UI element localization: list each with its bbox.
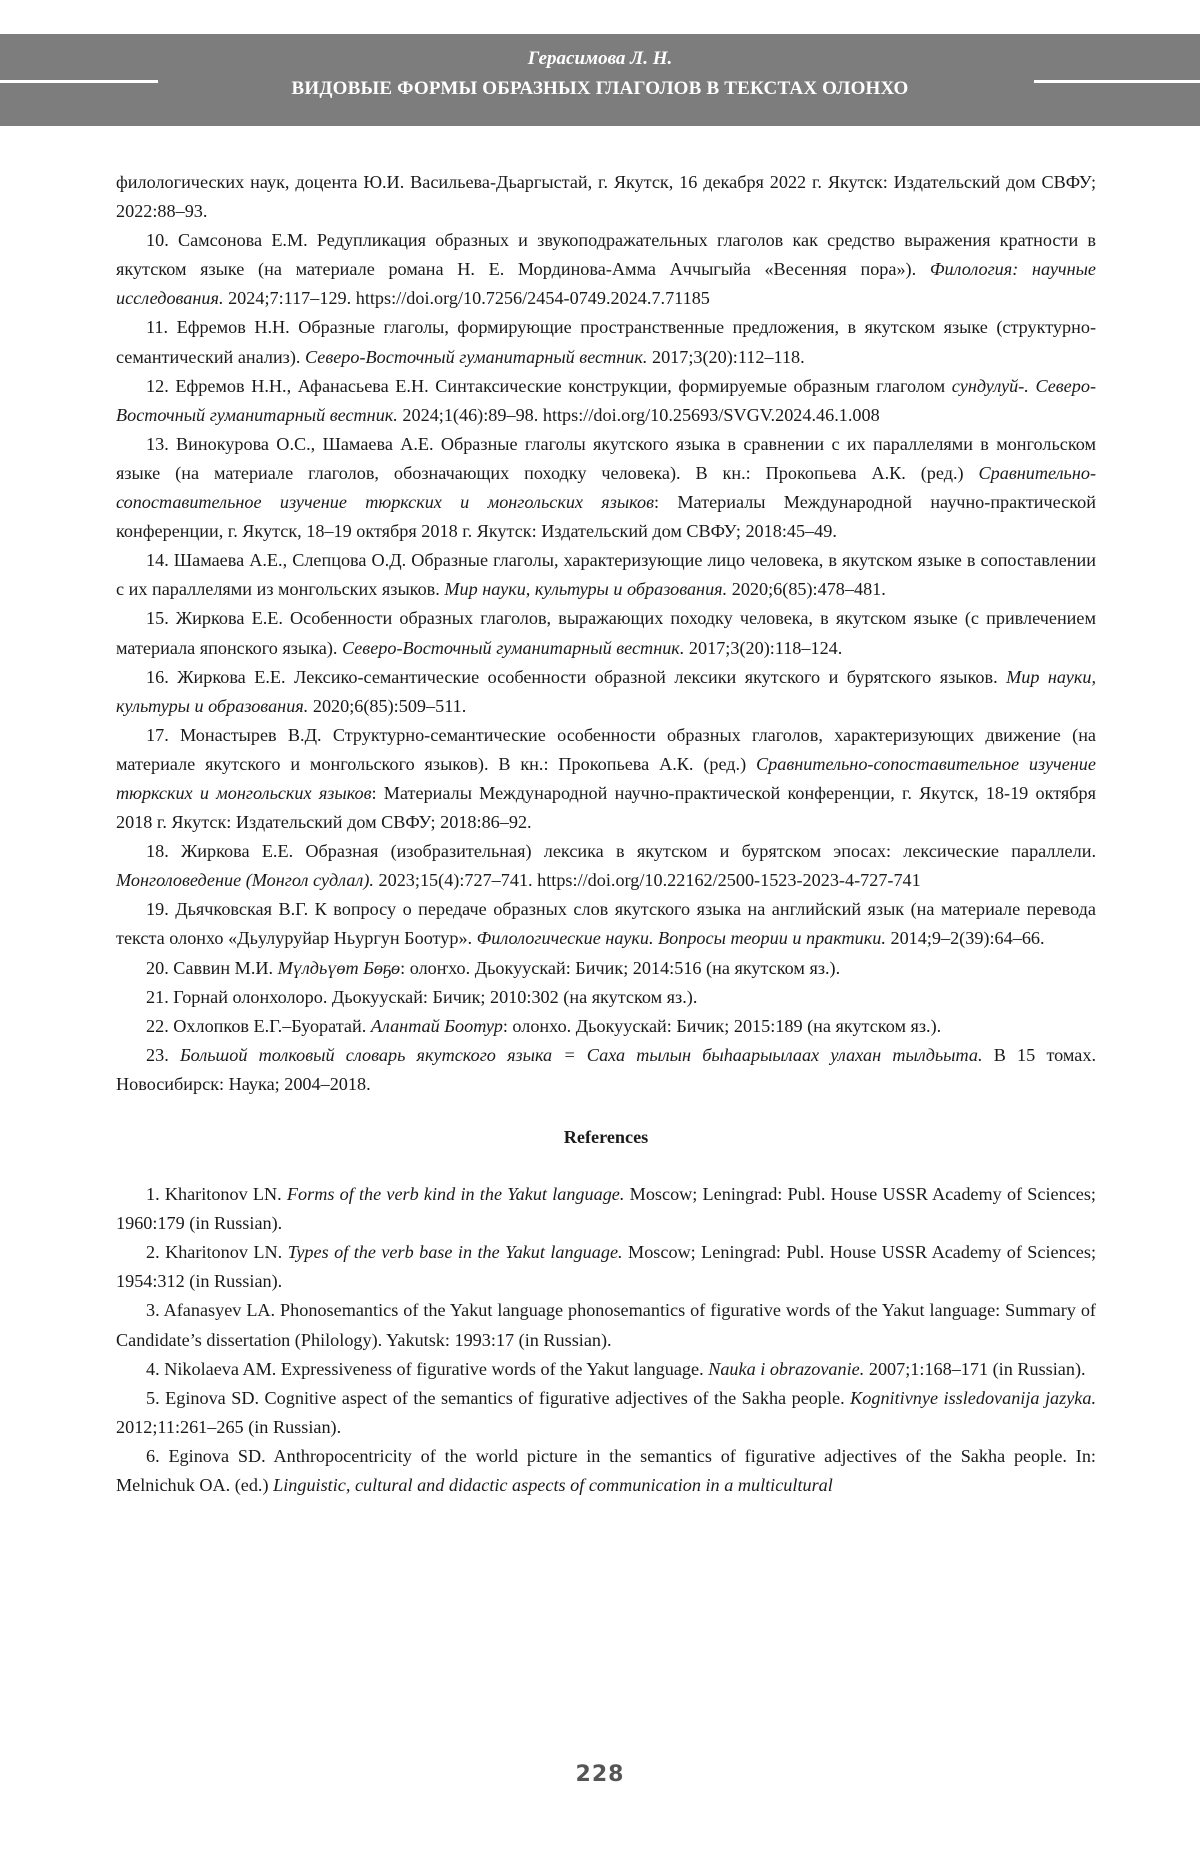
reference-text: 16. Жиркова Е.Е. Лексико-семантические особенности образной лексики якутского и бурятского языков. — [146, 666, 1007, 687]
reference-title-italic: Сравнительно-сопоставительное изучение тюркских и монгольских языков — [116, 753, 1096, 803]
reference-text: 1. Kharitonov LN. — [146, 1184, 287, 1205]
reference-title-italic: Мир науки, культуры и образования. — [444, 579, 728, 600]
reference-text: 15. Жиркова Е.Е. Особенности образных глаголов, выражающих походку человека, в якутском языке (с привлечением материала японского языка). — [116, 608, 1096, 658]
running-header — [0, 34, 1200, 126]
reference-item — [116, 226, 1096, 313]
reference-item — [116, 1442, 1096, 1500]
reference-text: 21. Горнай олонхолоро. Дьокуускай: Бичик; 2010:302 (на якутском яз.). — [146, 986, 698, 1007]
reference-title-italic: Большой толковый словарь якутского языка = Саха тылын быһаарыылаах улахан тылдьыта. — [179, 1044, 983, 1065]
reference-item — [116, 1012, 1096, 1041]
header-title: ВИДОВЫЕ ФОРМЫ ОБРАЗНЫХ ГЛАГОЛОВ В ТЕКСТАХ ОЛОНХО — [291, 78, 909, 99]
reference-text: В 15 томах. Новосибирск: Наука; 2004–2018. — [116, 1044, 1097, 1094]
reference-text: 2017;3(20):112–118. — [647, 346, 805, 367]
reference-title-italic: Северо-Восточный гуманитарный вестник. — [341, 637, 685, 658]
reference-text: 2024;1(46):89–98. https://doi.org/10.25693/SVGV.2024.46.1.008 — [397, 404, 880, 425]
references-heading: References — [563, 1127, 649, 1147]
reference-text: 5. Eginova SD. Cognitive aspect of the semantics of figurative adjectives of the Sakha people. — [146, 1387, 851, 1408]
reference-text: 18. Жиркова Е.Е. Образная (изобразительная) лексика в якутском и бурятском эпосах: лексические параллели. — [146, 841, 1096, 862]
reference-item — [116, 895, 1096, 953]
reference-text: 17. Монастырев В.Д. Структурно-семантические особенности образных глаголов, характеризующих движение (на материале якутского и монгольского языков). В кн.: Прокопьева А.К. (ред.) — [116, 724, 1096, 774]
reference-item — [116, 604, 1096, 662]
reference-title-italic: сундулуй-. Северо-Восточный гуманитарный вестник. — [116, 375, 1096, 425]
reference-item — [116, 954, 1096, 983]
reference-item — [116, 313, 1096, 371]
reference-title-italic: Types of the verb base in the Yakut language. — [287, 1242, 623, 1263]
reference-text: 20. Саввин М.И. — [146, 957, 278, 978]
reference-list-russian — [116, 226, 1096, 1099]
reference-text: 3. Afanasyev LA. Phonosemantics of the Yakut language phonosemantics of figurative words of the Yakut language: Summary of Candidate’s dissertation (Philology). Yakutsk: 1993:17 (in Russian). — [116, 1300, 1096, 1350]
page-number: 228 — [575, 1762, 625, 1787]
reference-text: 4. Nikolaeva AM. Expressiveness of figurative words of the Yakut language. — [146, 1358, 709, 1379]
reference-title-italic: Северо-Восточный гуманитарный вестник. — [305, 346, 648, 367]
reference-title-italic: Алантай Боотур — [370, 1015, 503, 1036]
reference-item — [116, 1296, 1096, 1354]
reference-item — [116, 372, 1096, 430]
reference-text: 6. Eginova SD. Anthropocentricity of the world picture in the semantics of figurative adjectives of the Sakha people. In: Melnichuk OA. (ed.) — [116, 1445, 1096, 1496]
reference-text: : Материалы Международной научно-практической конференции, г. Якутск, 18–19 октября 2018 г. Якутск: Издательский дом СВФУ; 2018:45–49. — [116, 492, 1096, 542]
reference-item — [116, 1041, 1096, 1099]
reference-text: 11. Ефремов Н.Н. Образные глаголы, формирующие пространственные предложения, в якутском языке (структурно-семантический анализ). — [116, 317, 1096, 367]
reference-text: 22. Охлопков Е.Г.–Буоратай. — [146, 1015, 371, 1036]
reference-item — [116, 1384, 1096, 1442]
reference-item — [116, 1180, 1096, 1238]
reference-item — [116, 837, 1096, 895]
reference-text: 12. Ефремов Н.Н., Афанасьева Е.Н. Синтаксические конструкции, формируемые образным глаголом — [146, 375, 952, 396]
reference-text: : олонхо. Дьокуускай: Бичик; 2015:189 (на якутском яз.). — [502, 1015, 942, 1036]
reference-item — [116, 663, 1096, 721]
reference-text: 10. Самсонова Е.М. Редупликация образных и звукоподражательных глаголов как средство выражения кратности в якутском языке (на материале романа Н. Е. Мординова-Амма Аччыгыйа «Весенняя пора»). — [116, 230, 1096, 280]
header-author: Герасимова Л. Н. — [527, 48, 673, 69]
reference-list-english — [116, 1180, 1096, 1500]
reference-text: 23. — [146, 1044, 180, 1065]
reference-text: 2007;1:168–171 (in Russian). — [864, 1358, 1086, 1379]
reference-text: 2020;6(85):509–511. — [308, 695, 467, 716]
reference-title-italic: Монголоведение (Монгол судлал). — [116, 870, 374, 891]
reference-title-italic: Мүлдьүөт Бөҕө — [277, 957, 401, 978]
reference-text: : Материалы Международной научно-практической конференции, г. Якутск, 18-19 октября 2018 г. Якутск: Издательский дом СВФУ; 2018:86–92. — [116, 782, 1096, 833]
reference-item — [116, 983, 1096, 1012]
reference-item — [116, 430, 1096, 546]
reference-item — [116, 1355, 1096, 1384]
reference-text: 13. Винокурова О.С., Шамаева А.Е. Образные глаголы якутского языка в сравнении с их параллелями в монгольском языке (на материале глаголов, обозначающих походку человека). В кн.: Прокопьева А.К. (ред.) — [116, 433, 1096, 483]
reference-title-italic: Kognitivnye issledovanija jazyka. — [850, 1387, 1097, 1408]
reference-text: 2014;9–2(39):64–66. — [885, 928, 1045, 949]
reference-text: 2. Kharitonov LN. — [146, 1242, 288, 1263]
reference-item — [116, 721, 1096, 837]
reference-text: 2020;6(85):478–481. — [727, 579, 886, 600]
reference-title-italic: Сравнительно-сопоставительное изучение тюркских и монгольских языков — [116, 462, 1096, 513]
reference-title-italic: Мир науки, культуры и образования. — [116, 666, 1096, 716]
reference-text: 14. Шамаева А.Е., Слепцова О.Д. Образные глаголы, характеризующие лицо человека, в якутском языке в сопоставлении с их параллелями из монгольских языков. — [116, 550, 1096, 600]
reference-title-italic: Nauka i obrazovanie. — [708, 1358, 865, 1379]
reference-continuation: филологических наук, доцента Ю.И. Васильева-Дьаргыстай, г. Якутск, 16 декабря 2022 г. Якутск: Издательский дом СВФУ; 2022:88–93. — [116, 172, 1096, 222]
reference-text: Moscow; Leningrad: Publ. House USSR Academy of Sciences; 1960:179 (in Russian). — [116, 1184, 1096, 1234]
reference-text: : олоҥхо. Дьокуускай: Бичик; 2014:516 (на якутском яз.). — [400, 957, 841, 978]
reference-title-italic: Филологические науки. Вопросы теории и практики. — [476, 928, 886, 949]
reference-text: 2024;7:117–129. https://doi.org/10.7256/2454-0749.2024.7.71185 — [223, 288, 710, 309]
reference-text: 2012;11:261–265 (in Russian). — [116, 1416, 342, 1437]
article-body — [116, 168, 1096, 1500]
reference-item — [116, 1238, 1096, 1296]
reference-text: 19. Дьячковская В.Г. К вопросу о передаче образных слов якутского языка на английский язык (на материале перевода текста олонхо «Дьулуруйар Ньургун Боотур». — [116, 899, 1096, 949]
reference-text: Moscow; Leningrad: Publ. House USSR Academy of Sciences; 1954:312 (in Russian). — [116, 1242, 1096, 1292]
reference-title-italic: Linguistic, cultural and didactic aspects of communication in a multicultural — [273, 1475, 833, 1496]
reference-title-italic: Филология: научные исследования. — [116, 259, 1097, 309]
reference-text: 2023;15(4):727–741. https://doi.org/10.22162/2500-1523-2023-4-727-741 — [373, 870, 921, 891]
reference-text: 2017;3(20):118–124. — [684, 637, 843, 658]
reference-item — [116, 546, 1096, 604]
reference-title-italic: Forms of the verb kind in the Yakut language. — [286, 1184, 625, 1205]
